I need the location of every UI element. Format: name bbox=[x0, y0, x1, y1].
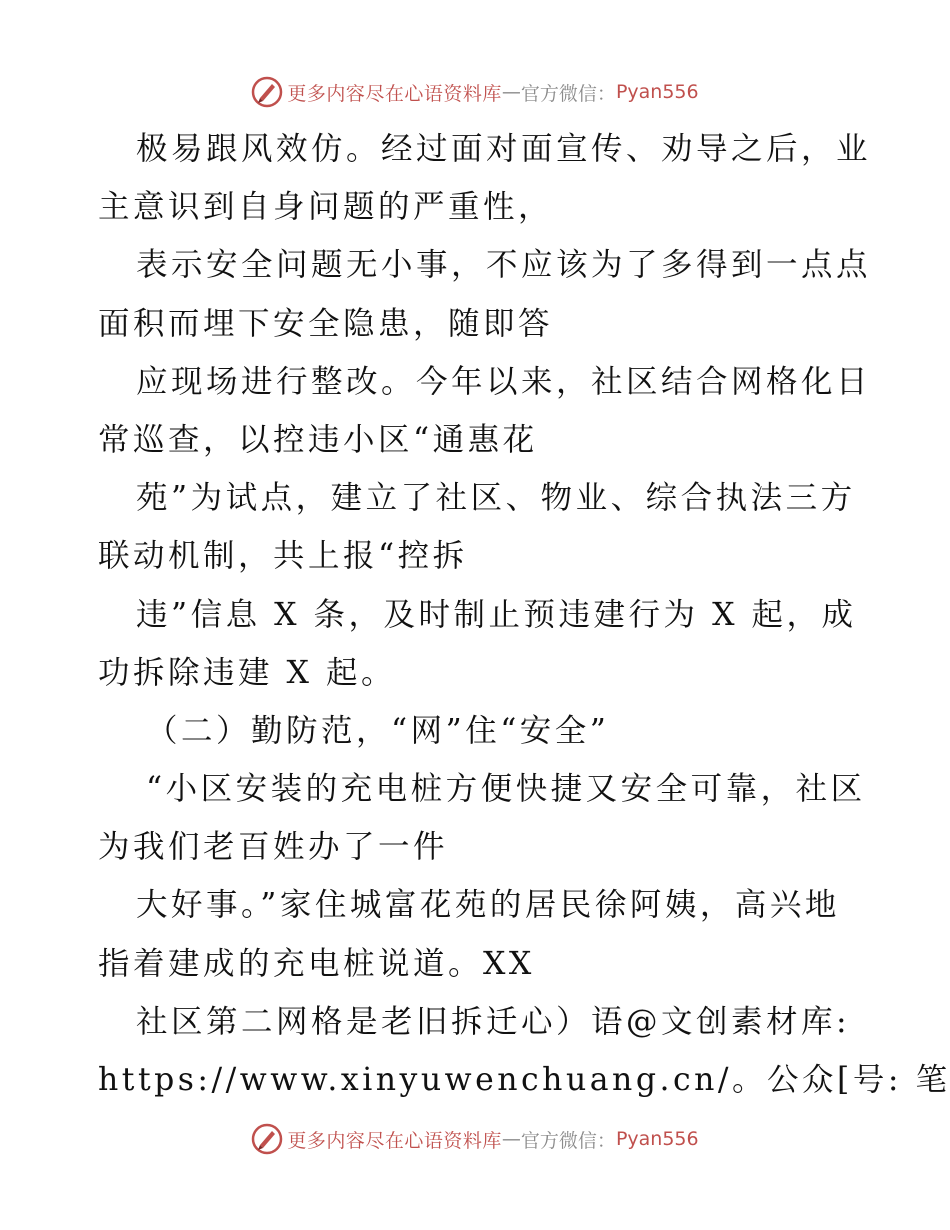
header-wechat-id: Pyan556 bbox=[615, 81, 699, 103]
body-line: 苑”为试点，建立了社区、物业、综合执法三方 bbox=[136, 480, 856, 517]
header-dash: — bbox=[501, 81, 521, 103]
body-line: 联动机制，共上报“控拆 bbox=[98, 538, 468, 575]
footer-banner bbox=[0, 1119, 950, 1159]
body-line: 极易跟风效仿。经过面对面宣传、劝导之后，业 bbox=[136, 131, 872, 167]
body-line: 主意识到自身问题的严重性， bbox=[98, 189, 554, 226]
footer-brand-text: 更多内容尽在心语资料库 bbox=[287, 1129, 502, 1152]
footer-wechat-id: Pyan556 bbox=[615, 1128, 699, 1150]
body-line: 面积而埋下安全隐患，随即答 bbox=[98, 305, 554, 342]
body-line: https://www.xinyuwenchuang.cn/。公众[号: 笔 bbox=[98, 1062, 950, 1098]
brand-logo-icon bbox=[251, 76, 283, 108]
footer-dash: — bbox=[501, 1128, 521, 1150]
body-line: 功拆除违建 X 起。 bbox=[98, 654, 396, 691]
body-line: 指着建成的充电桩说道。XX bbox=[98, 945, 535, 982]
document-body bbox=[98, 120, 950, 1109]
body-line: 为我们老百姓办了一件 bbox=[98, 829, 449, 866]
body-line: “小区安装的充电桩方便快捷又安全可靠，社区 bbox=[146, 771, 866, 808]
section-heading: （二）勤防范，“网”住“安全” bbox=[146, 712, 610, 749]
header-brand-text: 更多内容尽在心语资料库 bbox=[287, 82, 502, 105]
header-wechat-label: 官方微信： bbox=[520, 82, 616, 105]
body-line: 违”信息 X 条，及时制止预违建行为 X 起，成 bbox=[136, 596, 857, 633]
brand-logo-icon bbox=[251, 1123, 283, 1155]
header-banner bbox=[0, 72, 950, 112]
body-line: 应现场进行整改。今年以来，社区结合网格化日 bbox=[136, 363, 872, 400]
body-line: 表示安全问题无小事，不应该为了多得到一点点 bbox=[136, 247, 872, 284]
body-line: 常巡查，以控违小区“通惠花 bbox=[98, 421, 538, 458]
footer-wechat-label: 官方微信： bbox=[520, 1129, 616, 1152]
body-line: 社区第二网格是老旧拆迁心）语@文创素材库: bbox=[136, 1003, 851, 1040]
body-line: 大好事。”家住城富花苑的居民徐阿姨，高兴地 bbox=[136, 887, 840, 924]
